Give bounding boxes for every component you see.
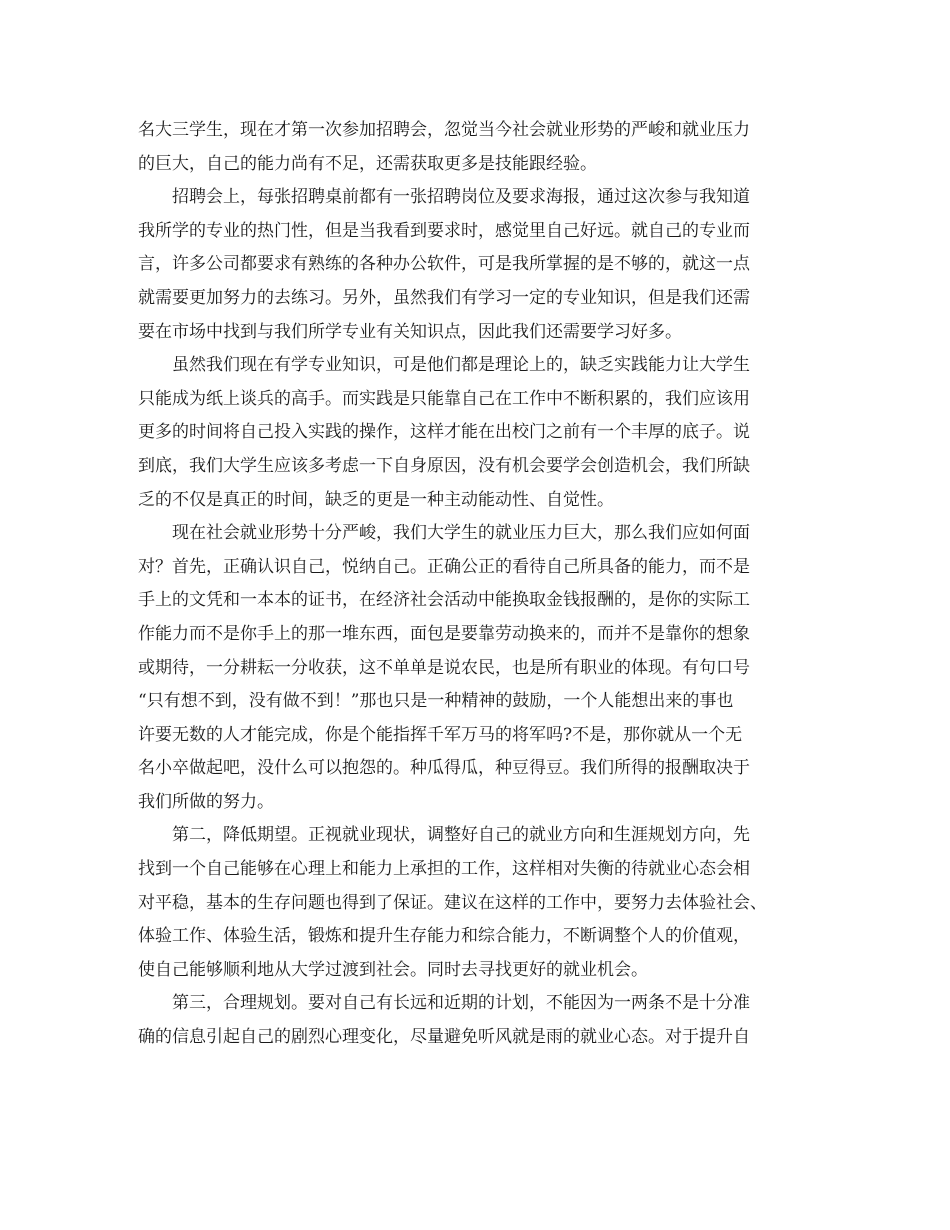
- text-line: 名大三学生，现在才第一次参加招聘会，忽觉当今社会就业形势的严峻和就业压力: [138, 120, 750, 140]
- text-line: 虽然我们现在有学专业知识，可是他们都是理论上的，缺乏实践能力让大学生: [172, 355, 750, 376]
- text-line: 乏的不仅是真正的时间，缺乏的更是一种主动能动性、自觉性。: [138, 489, 614, 510]
- document-body: [138, 114, 818, 1055]
- text-line: 我们所做的努力。: [138, 791, 274, 812]
- text-line: 对平稳，基本的生存问题也得到了保证。建议在这样的工作中，要努力去体验社会、: [138, 892, 767, 913]
- text-line: 招聘会上，每张招聘桌前都有一张招聘岗位及要求海报，通过这次参与我知道: [172, 187, 750, 208]
- text-line: 名小卒做起吧，没什么可以抱怨的。种瓜得瓜，种豆得豆。我们所得的报酬取决于: [138, 758, 750, 779]
- text-line: 对？首先，正确认识自己，悦纳自己。正确公正的看待自己所具备的能力，而不是: [138, 556, 750, 577]
- text-line: 许要无数的人才能完成，你是个能指挥千军万马的将军吗?不是，那你就从一个无: [138, 724, 743, 745]
- text-line: 体验工作、体验生活，锻炼和提升生存能力和综合能力，不断调整个人的价值观，: [138, 926, 750, 947]
- text-line: 只能成为纸上谈兵的高手。而实践是只能靠自己在工作中不断积累的，我们应该用: [138, 388, 750, 409]
- text-line: 我所学的专业的热门性，但是当我看到要求时，感觉里自己好远。就自己的专业而: [138, 220, 750, 241]
- text-line: 言，许多公司都要求有熟练的各种办公软件，可是我所掌握的是不够的，就这一点: [138, 254, 750, 275]
- text-line: 确的信息引起自己的剧烈心理变化，尽量避免听风就是雨的就业心态。对于提升自: [138, 1027, 750, 1048]
- text-line: 使自己能够顺利地从大学过渡到社会。同时去寻找更好的就业机会。: [138, 959, 648, 980]
- text-line: 到底，我们大学生应该多考虑一下自身原因，没有机会要学会创造机会，我们所缺: [138, 455, 750, 476]
- text-line: 第二，降低期望。正视就业现状，调整好自己的就业方向和生涯规划方向，先: [172, 825, 750, 846]
- text-line: 第三，合理规划。要对自己有长远和近期的计划，不能因为一两条不是十分准: [172, 993, 750, 1014]
- text-line: “只有想不到，没有做不到！”那也只是一种精神的鼓励，一个人能想出来的事也: [138, 691, 734, 712]
- text-line: 或期待，一分耕耘一分收获，这不单单是说农民，也是所有职业的体现。有句口号: [138, 657, 750, 678]
- text-line: 就需要更加努力的去练习。另外，虽然我们有学习一定的专业知识，但是我们还需: [138, 287, 750, 308]
- text-line: 更多的时间将自己投入实践的操作，这样才能在出校门之前有一个丰厚的底子。说: [138, 422, 750, 443]
- text-line: 找到一个自己能够在心理上和能力上承担的工作，这样相对失衡的待就业心态会相: [138, 859, 750, 880]
- text-line: 现在社会就业形势十分严峻，我们大学生的就业压力巨大，那么我们应如何面: [172, 523, 750, 544]
- text-line: 的巨大，自己的能力尚有不足，还需获取更多是技能跟经验。: [138, 153, 597, 174]
- text-line: 作能力而不是你手上的那一堆东西，面包是要靠劳动换来的，而并不是靠你的想象: [138, 623, 750, 644]
- text-line: 手上的文凭和一本本的证书，在经济社会活动中能换取金钱报酬的，是你的实际工: [138, 590, 750, 611]
- text-line: 要在市场中找到与我们所学专业有关知识点，因此我们还需要学习好多。: [138, 321, 682, 342]
